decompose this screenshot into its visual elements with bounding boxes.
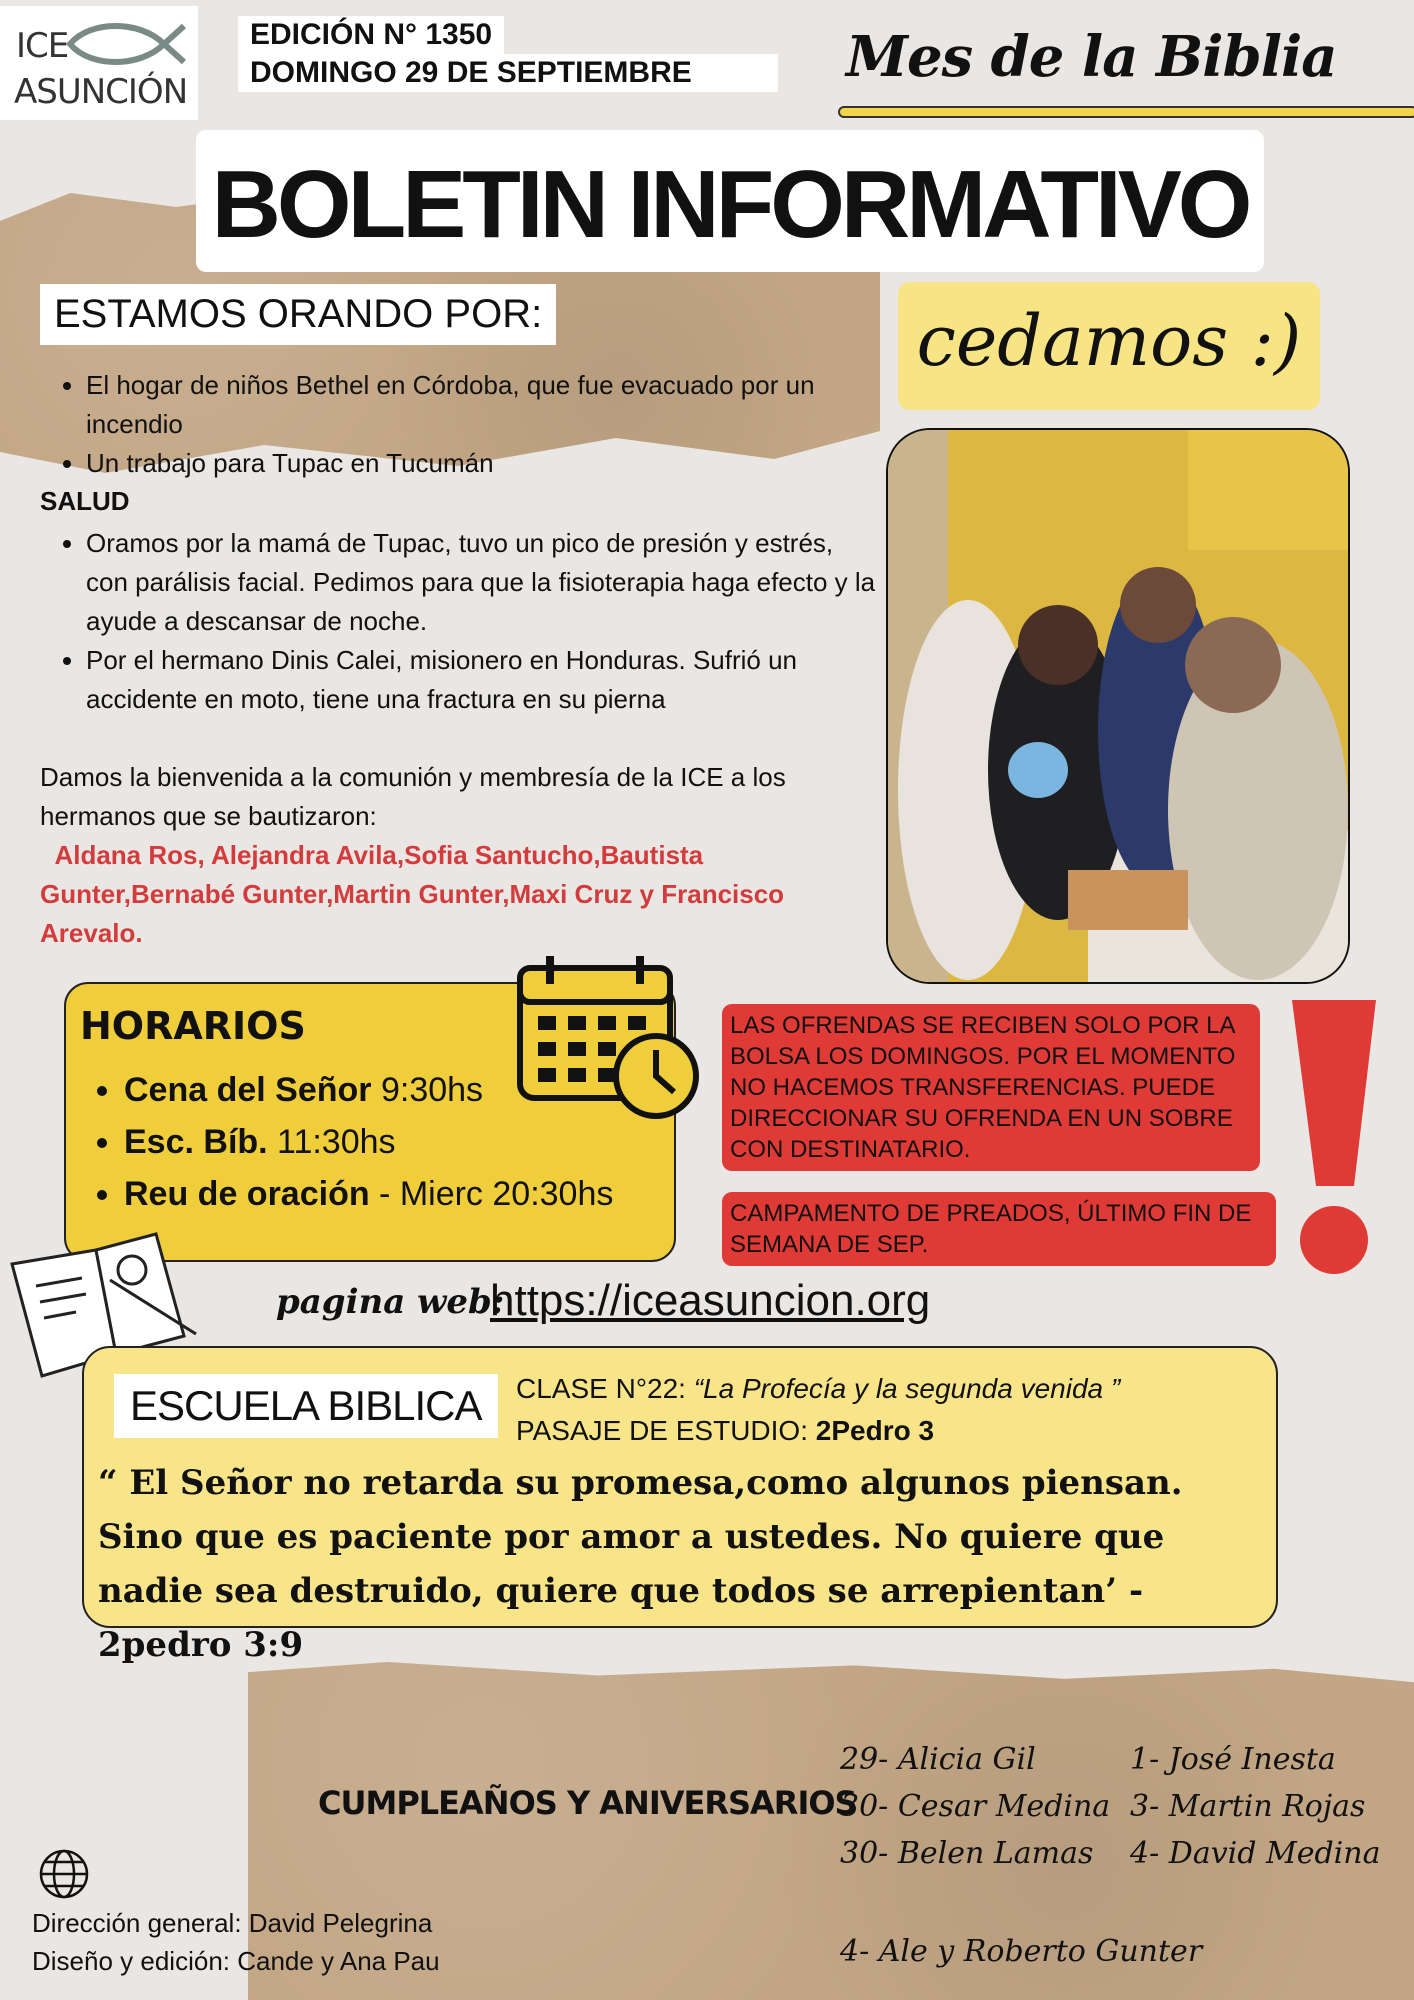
prayer-heading: ESTAMOS ORANDO POR: [40, 284, 556, 345]
ichthys-fish-icon [60, 14, 190, 74]
pasaje-value: 2Pedro 3 [815, 1415, 935, 1446]
birthday-item: 30- Cesar Medina [840, 1789, 1111, 1824]
page-title: BOLETIN INFORMATIVO [211, 151, 1249, 258]
salud-item: • Oramos por la mamá de Tupac, tuvo un pico de presión y estrés, con parálisis facial. Pedimos para que la fisioterapia haga efecto y la ayude a descansar de noche. [86, 524, 880, 641]
pasaje-label: PASAJE DE ESTUDIO: [516, 1415, 816, 1446]
salud-list [40, 524, 880, 719]
horario-label: Reu de oración [124, 1175, 370, 1213]
prayer-item: • Un trabajo para Tupac en Tucumán [86, 444, 880, 483]
exclamation-icon [1282, 996, 1378, 1280]
globe-icon [38, 1848, 90, 1900]
birthday-item: 3- Martin Rojas [1130, 1789, 1366, 1824]
salud-item: • Por el hermano Dinis Calei, misionero en Honduras. Sufrió un accidente en moto, tiene una fractura en su pierna [86, 641, 880, 719]
website-link[interactable]: https://iceasuncion.org [490, 1276, 931, 1325]
birthday-item: 30- Belen Lamas [840, 1836, 1094, 1871]
theme-underline [838, 106, 1414, 118]
baptized-names [40, 836, 880, 953]
credit-direccion: Dirección general: David Pelegrina [32, 1908, 433, 1938]
edition-date: DOMINGO 29 DE SEPTIEMBRE [238, 54, 778, 92]
horario-value: 11:30hs [267, 1123, 396, 1161]
birthdays-column-2 [1130, 1736, 1380, 1877]
birthday-item: 29- Alicia Gil [840, 1742, 1036, 1777]
horario-label: Esc. Bíb. [124, 1123, 268, 1161]
edition-number: EDICIÓN N° 1350 [238, 16, 504, 54]
clase-line [516, 1368, 1120, 1410]
horario-value: - Mierc 20:30hs [369, 1175, 614, 1213]
title-box [196, 130, 1264, 272]
group-photo [886, 428, 1350, 984]
credits [32, 1904, 440, 1980]
birthdays-title: CUMPLEAÑOS Y ANIVERSARIOS [318, 1784, 857, 1822]
horario-value: 9:30hs [371, 1071, 484, 1109]
calendar-clock-icon [516, 952, 706, 1122]
horarios-title: HORARIOS [80, 1004, 306, 1048]
web-label: pagina web: [276, 1282, 505, 1322]
month-theme: Mes de la Biblia [846, 24, 1337, 90]
logo-line1: ICE [16, 26, 69, 66]
birthday-item: 4- David Medina [1130, 1836, 1381, 1871]
church-logo [0, 6, 198, 120]
prayer-list [40, 366, 880, 483]
birthdays-column-1 [840, 1736, 1110, 1877]
horario-label: Cena del Señor [124, 1071, 372, 1109]
credit-diseno: Diseño y edición: Cande y Ana Pau [32, 1946, 440, 1976]
clase-title: “La Profecía y la segunda venida ” [693, 1373, 1121, 1404]
salud-heading: SALUD [40, 486, 130, 516]
pasaje-line [516, 1410, 1120, 1452]
campamento-notice: CAMPAMENTO DE PREADOS, ÚLTIMO FIN DE SEMANA DE SEP. [722, 1192, 1276, 1266]
cedamos-text: cedamos :) [916, 300, 1302, 382]
birthday-item: 1- José Inesta [1130, 1742, 1336, 1777]
clase-label: CLASE N°22: [516, 1373, 694, 1404]
bible-verse: “ El Señor no retarda su promesa,como algunos piensan. Sino que es paciente por amor a ustedes. No quiere que nadie sea destruido, quiere que todos se arrepientan’ - 2pedro 3:9 [98, 1463, 1183, 1665]
prayer-item: • El hogar de niños Bethel en Córdoba, que fue evacuado por un incendio [86, 366, 880, 444]
ofrendas-notice: LAS OFRENDAS SE RECIBEN SOLO POR LA BOLSA LOS DOMINGOS. POR EL MOMENTO NO HACEMOS TRANSFERENCIAS. PUEDE DIRECCIONAR SU OFRENDA EN UN SOBRE CON DESTINATARIO. [722, 1004, 1260, 1171]
baptized-names-text: Aldana Ros, Alejandra Avila,Sofia Santucho,Bautista Gunter,Bernabé Gunter,Martin Gunter,Maxi Cruz y Francisco Arevalo. [40, 840, 785, 948]
clase-info [516, 1368, 1120, 1452]
anniversary-item: 4- Ale y Roberto Gunter [840, 1934, 1203, 1969]
horario-item [124, 1116, 613, 1168]
logo-line2: ASUNCIÓN [14, 72, 188, 112]
horario-item [124, 1168, 613, 1220]
welcome-text: Damos la bienvenida a la comunión y membresía de la ICE a los hermanos que se bautizaron: [40, 762, 786, 831]
escuela-title: ESCUELA BIBLICA [114, 1374, 498, 1438]
cedamos-box [898, 282, 1320, 410]
